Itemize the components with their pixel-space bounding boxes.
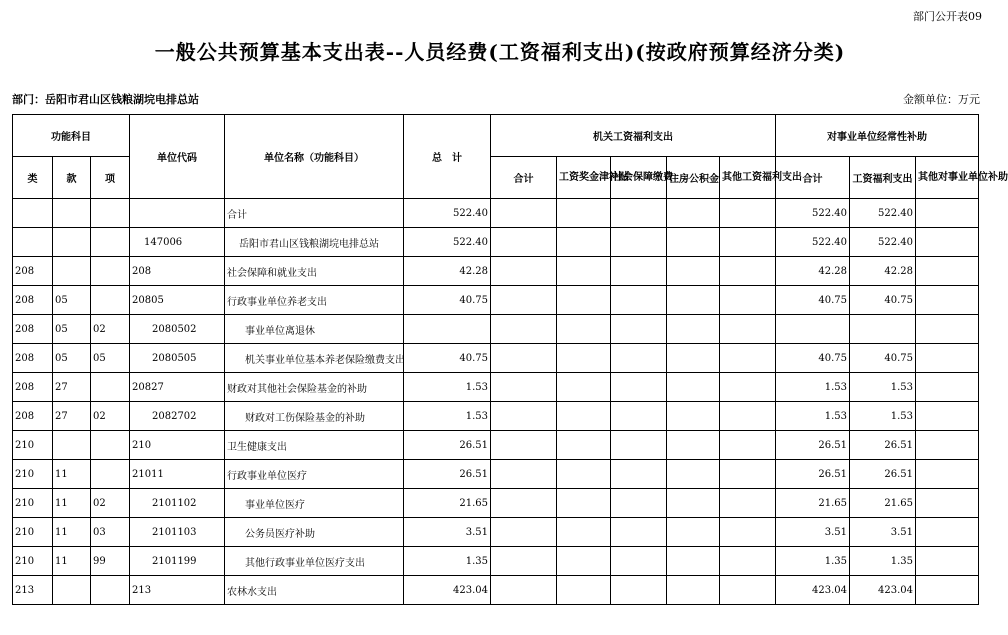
- cell-inst-total: 1.35: [776, 547, 850, 576]
- cell-inst-wage: 522.40: [850, 228, 916, 257]
- cell-org-social: [611, 489, 667, 518]
- cell-xiang: [91, 199, 130, 228]
- header-inst-wage: 工资福利支出: [850, 157, 916, 199]
- cell-org-bonus: [557, 402, 611, 431]
- cell-total: 40.75: [404, 286, 491, 315]
- header-lei: 类: [13, 157, 53, 199]
- header-kuan: 款: [53, 157, 91, 199]
- cell-name: 行政事业单位养老支出: [225, 286, 404, 315]
- cell-org-other: [720, 402, 776, 431]
- cell-org-total: [491, 257, 557, 286]
- cell-org-housing: [667, 199, 720, 228]
- cell-inst-other: [916, 431, 979, 460]
- cell-org-bonus: [557, 257, 611, 286]
- cell-inst-other: [916, 489, 979, 518]
- cell-org-total: [491, 547, 557, 576]
- cell-total: 522.40: [404, 228, 491, 257]
- header-total: 总 计: [404, 115, 491, 199]
- cell-inst-other: [916, 286, 979, 315]
- cell-inst-wage: 1.53: [850, 402, 916, 431]
- cell-total: 26.51: [404, 460, 491, 489]
- cell-org-housing: [667, 547, 720, 576]
- cell-lei: [13, 199, 53, 228]
- cell-org-other: [720, 460, 776, 489]
- cell-org-total: [491, 228, 557, 257]
- cell-org-total: [491, 518, 557, 547]
- cell-inst-wage: 423.04: [850, 576, 916, 605]
- cell-kuan: 11: [53, 518, 91, 547]
- cell-org-housing: [667, 257, 720, 286]
- cell-lei: 208: [13, 315, 53, 344]
- cell-lei: [13, 228, 53, 257]
- cell-code: 2101103: [130, 518, 225, 547]
- cell-xiang: [91, 228, 130, 257]
- header-unit-code: 单位代码: [130, 115, 225, 199]
- cell-name: 事业单位离退休: [225, 315, 404, 344]
- cell-org-other: [720, 576, 776, 605]
- cell-org-total: [491, 286, 557, 315]
- cell-kuan: [53, 257, 91, 286]
- cell-code: [130, 199, 225, 228]
- cell-code: 20827: [130, 373, 225, 402]
- cell-kuan: [53, 431, 91, 460]
- cell-xiang: 02: [91, 489, 130, 518]
- table-row: [13, 576, 979, 605]
- cell-kuan: 05: [53, 315, 91, 344]
- cell-lei: 208: [13, 373, 53, 402]
- cell-inst-total: 26.51: [776, 460, 850, 489]
- cell-xiang: [91, 431, 130, 460]
- cell-xiang: [91, 286, 130, 315]
- cell-org-other: [720, 257, 776, 286]
- cell-total: 26.51: [404, 431, 491, 460]
- cell-code: 21011: [130, 460, 225, 489]
- cell-total: 522.40: [404, 199, 491, 228]
- cell-inst-wage: 3.51: [850, 518, 916, 547]
- cell-name: 农林水支出: [225, 576, 404, 605]
- cell-inst-other: [916, 460, 979, 489]
- cell-org-bonus: [557, 547, 611, 576]
- table-row: [13, 547, 979, 576]
- table-row: [13, 228, 979, 257]
- cell-inst-other: [916, 373, 979, 402]
- cell-org-housing: [667, 460, 720, 489]
- cell-kuan: 11: [53, 547, 91, 576]
- cell-inst-total: 42.28: [776, 257, 850, 286]
- cell-org-other: [720, 315, 776, 344]
- table-number: 部门公开表09: [913, 10, 982, 23]
- header-inst-other: 其他对事业单位补助: [916, 157, 979, 199]
- cell-org-social: [611, 547, 667, 576]
- cell-kuan: [53, 576, 91, 605]
- cell-org-total: [491, 373, 557, 402]
- header-org-bonus: 工资奖金津补贴: [557, 157, 611, 199]
- table-row: [13, 489, 979, 518]
- cell-org-other: [720, 518, 776, 547]
- cell-org-bonus: [557, 431, 611, 460]
- cell-total: 1.53: [404, 373, 491, 402]
- cell-org-bonus: [557, 315, 611, 344]
- cell-inst-total: 40.75: [776, 344, 850, 373]
- cell-kuan: 27: [53, 373, 91, 402]
- cell-org-other: [720, 431, 776, 460]
- cell-inst-other: [916, 402, 979, 431]
- cell-inst-total: 522.40: [776, 228, 850, 257]
- cell-org-total: [491, 460, 557, 489]
- cell-code: 2101102: [130, 489, 225, 518]
- cell-org-social: [611, 460, 667, 489]
- cell-org-bonus: [557, 344, 611, 373]
- department-label: 部门：岳阳市君山区钱粮湖垸电排总站: [12, 93, 199, 106]
- cell-org-housing: [667, 402, 720, 431]
- cell-code: 2080505: [130, 344, 225, 373]
- cell-org-bonus: [557, 460, 611, 489]
- cell-org-housing: [667, 228, 720, 257]
- cell-org-bonus: [557, 228, 611, 257]
- cell-inst-wage: [850, 315, 916, 344]
- cell-xiang: 02: [91, 315, 130, 344]
- table-row: [13, 315, 979, 344]
- cell-org-social: [611, 286, 667, 315]
- cell-org-social: [611, 402, 667, 431]
- cell-inst-total: 3.51: [776, 518, 850, 547]
- cell-org-total: [491, 199, 557, 228]
- cell-org-total: [491, 315, 557, 344]
- cell-lei: 208: [13, 286, 53, 315]
- cell-lei: 208: [13, 344, 53, 373]
- cell-inst-total: [776, 315, 850, 344]
- cell-org-total: [491, 402, 557, 431]
- cell-name: 岳阳市君山区钱粮湖垸电排总站: [225, 228, 404, 257]
- header-org-housing: 住房公积金: [667, 157, 720, 199]
- cell-org-social: [611, 228, 667, 257]
- cell-inst-wage: 26.51: [850, 460, 916, 489]
- cell-org-housing: [667, 344, 720, 373]
- cell-total: 3.51: [404, 518, 491, 547]
- cell-lei: 210: [13, 460, 53, 489]
- cell-org-social: [611, 315, 667, 344]
- cell-xiang: [91, 576, 130, 605]
- cell-code: 210: [130, 431, 225, 460]
- cell-org-other: [720, 547, 776, 576]
- cell-org-social: [611, 199, 667, 228]
- cell-inst-total: 26.51: [776, 431, 850, 460]
- cell-name: 财政对其他社会保险基金的补助: [225, 373, 404, 402]
- cell-code: 213: [130, 576, 225, 605]
- cell-inst-wage: 1.53: [850, 373, 916, 402]
- cell-org-other: [720, 199, 776, 228]
- cell-org-bonus: [557, 576, 611, 605]
- cell-xiang: 02: [91, 402, 130, 431]
- cell-org-bonus: [557, 489, 611, 518]
- budget-table: [12, 114, 1008, 605]
- table-row: [13, 199, 979, 228]
- cell-inst-wage: 1.35: [850, 547, 916, 576]
- cell-org-housing: [667, 286, 720, 315]
- cell-lei: 208: [13, 257, 53, 286]
- cell-name: 合计: [225, 199, 404, 228]
- cell-name: 行政事业单位医疗: [225, 460, 404, 489]
- cell-org-other: [720, 489, 776, 518]
- cell-lei: 208: [13, 402, 53, 431]
- cell-total: 42.28: [404, 257, 491, 286]
- cell-org-other: [720, 228, 776, 257]
- header-func-subject: 功能科目: [13, 115, 130, 157]
- cell-kuan: 11: [53, 489, 91, 518]
- cell-inst-total: 522.40: [776, 199, 850, 228]
- cell-inst-total: 423.04: [776, 576, 850, 605]
- table-row: [13, 460, 979, 489]
- cell-inst-other: [916, 315, 979, 344]
- cell-xiang: [91, 460, 130, 489]
- cell-xiang: 05: [91, 344, 130, 373]
- cell-org-housing: [667, 489, 720, 518]
- cell-xiang: [91, 373, 130, 402]
- cell-org-social: [611, 344, 667, 373]
- cell-name: 卫生健康支出: [225, 431, 404, 460]
- header-unit-name: 单位名称（功能科目）: [225, 115, 404, 199]
- cell-code: 147006: [130, 228, 225, 257]
- cell-inst-total: 40.75: [776, 286, 850, 315]
- cell-name: 事业单位医疗: [225, 489, 404, 518]
- cell-org-housing: [667, 431, 720, 460]
- cell-xiang: 99: [91, 547, 130, 576]
- cell-code: 208: [130, 257, 225, 286]
- page-title: 一般公共预算基本支出表--人员经费(工资福利支出)(按政府预算经济分类): [154, 40, 846, 64]
- cell-code: 2082702: [130, 402, 225, 431]
- cell-xiang: [91, 257, 130, 286]
- cell-inst-wage: 40.75: [850, 286, 916, 315]
- cell-inst-other: [916, 257, 979, 286]
- table-row: [13, 431, 979, 460]
- cell-kuan: [53, 228, 91, 257]
- cell-total: [404, 315, 491, 344]
- cell-kuan: 05: [53, 286, 91, 315]
- cell-kuan: 27: [53, 402, 91, 431]
- cell-name: 社会保障和就业支出: [225, 257, 404, 286]
- cell-inst-total: 1.53: [776, 402, 850, 431]
- cell-kuan: 11: [53, 460, 91, 489]
- cell-total: 423.04: [404, 576, 491, 605]
- cell-inst-wage: 21.65: [850, 489, 916, 518]
- cell-inst-other: [916, 518, 979, 547]
- cell-inst-wage: 42.28: [850, 257, 916, 286]
- cell-name: 其他行政事业单位医疗支出: [225, 547, 404, 576]
- cell-inst-wage: 26.51: [850, 431, 916, 460]
- cell-org-total: [491, 489, 557, 518]
- cell-lei: 210: [13, 547, 53, 576]
- cell-org-housing: [667, 576, 720, 605]
- cell-inst-other: [916, 199, 979, 228]
- cell-org-bonus: [557, 199, 611, 228]
- header-xiang: 项: [91, 157, 130, 199]
- cell-total: 1.53: [404, 402, 491, 431]
- header-org-other: 其他工资福利支出: [720, 157, 776, 199]
- cell-inst-other: [916, 576, 979, 605]
- cell-inst-other: [916, 228, 979, 257]
- cell-code: 20805: [130, 286, 225, 315]
- header-org-total: 合计: [491, 157, 557, 199]
- cell-org-housing: [667, 315, 720, 344]
- cell-inst-total: 1.53: [776, 373, 850, 402]
- amount-unit-label: 金额单位：万元: [903, 93, 980, 106]
- cell-inst-other: [916, 344, 979, 373]
- table-row: [13, 518, 979, 547]
- table-row: [13, 373, 979, 402]
- cell-name: 机关事业单位基本养老保险缴费支出: [225, 344, 404, 373]
- cell-name: 公务员医疗补助: [225, 518, 404, 547]
- cell-org-bonus: [557, 373, 611, 402]
- cell-org-total: [491, 576, 557, 605]
- cell-xiang: 03: [91, 518, 130, 547]
- cell-inst-wage: 40.75: [850, 344, 916, 373]
- cell-org-total: [491, 344, 557, 373]
- cell-org-bonus: [557, 286, 611, 315]
- cell-code: 2080502: [130, 315, 225, 344]
- header-inst-group: 对事业单位经常性补助: [776, 115, 979, 157]
- cell-org-other: [720, 286, 776, 315]
- table-row: [13, 402, 979, 431]
- cell-total: 40.75: [404, 344, 491, 373]
- cell-org-social: [611, 431, 667, 460]
- cell-org-social: [611, 373, 667, 402]
- cell-lei: 210: [13, 489, 53, 518]
- cell-org-other: [720, 344, 776, 373]
- cell-lei: 210: [13, 518, 53, 547]
- table-row: [13, 286, 979, 315]
- cell-org-other: [720, 373, 776, 402]
- cell-total: 21.65: [404, 489, 491, 518]
- cell-org-total: [491, 431, 557, 460]
- cell-kuan: 05: [53, 344, 91, 373]
- cell-org-social: [611, 257, 667, 286]
- cell-inst-total: 21.65: [776, 489, 850, 518]
- cell-org-housing: [667, 518, 720, 547]
- cell-total: 1.35: [404, 547, 491, 576]
- cell-org-social: [611, 518, 667, 547]
- cell-lei: 213: [13, 576, 53, 605]
- cell-kuan: [53, 199, 91, 228]
- table-row: [13, 344, 979, 373]
- cell-inst-wage: 522.40: [850, 199, 916, 228]
- header-org-group: 机关工资福利支出: [491, 115, 776, 157]
- cell-org-housing: [667, 373, 720, 402]
- cell-org-bonus: [557, 518, 611, 547]
- header-inst-total: 合计: [776, 157, 850, 199]
- cell-name: 财政对工伤保险基金的补助: [225, 402, 404, 431]
- cell-lei: 210: [13, 431, 53, 460]
- cell-inst-other: [916, 547, 979, 576]
- cell-org-social: [611, 576, 667, 605]
- header-org-social: 社会保障缴费: [611, 157, 667, 199]
- table-row: [13, 257, 979, 286]
- cell-code: 2101199: [130, 547, 225, 576]
